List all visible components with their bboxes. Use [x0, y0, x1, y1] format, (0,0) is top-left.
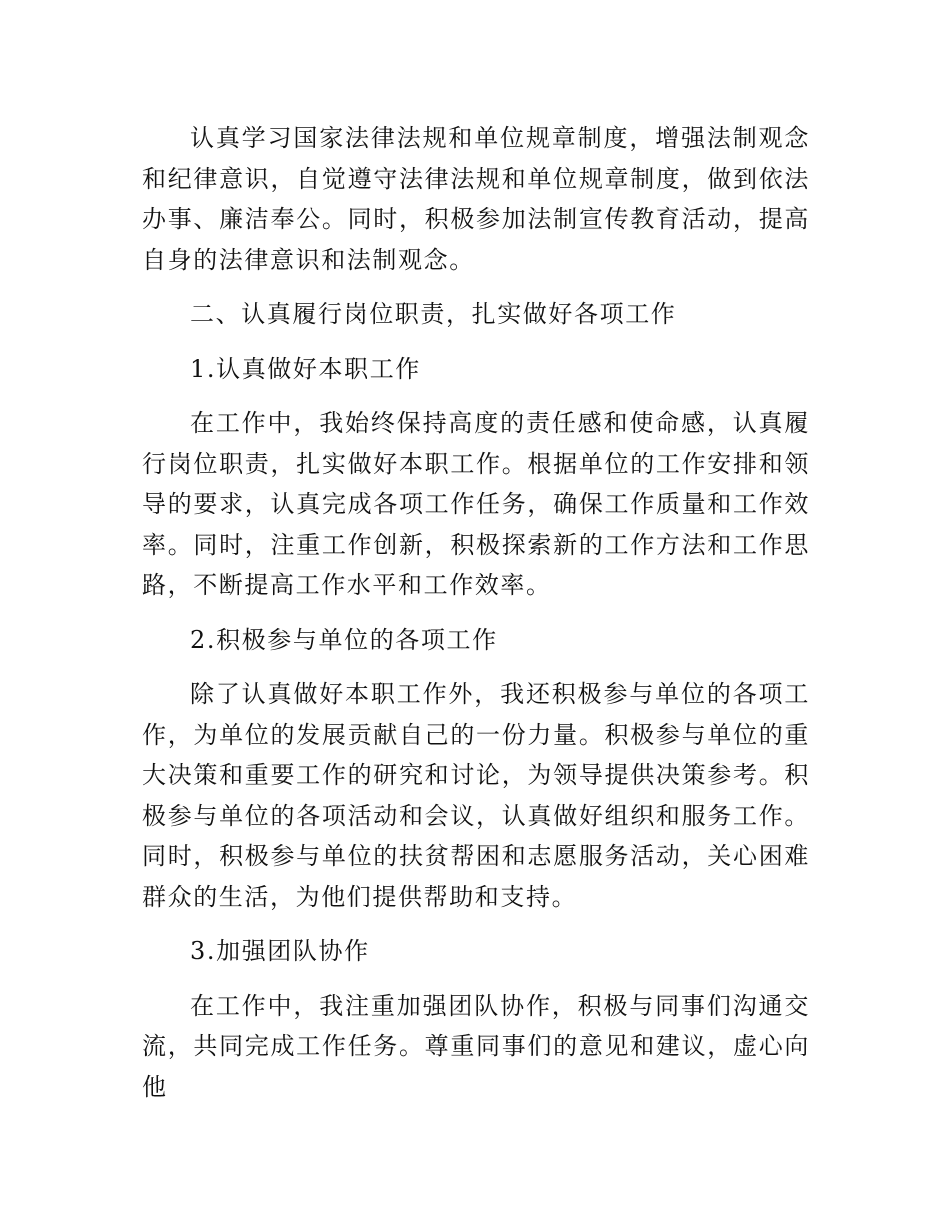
subheading-teamwork: 3.加强团队协作 — [190, 937, 370, 965]
body-paragraph-law: 认真学习国家法律法规和单位规章制度，增强法制观念和纪律意识，自觉遵守法律法规和单位规章制度，做到依法办事、廉洁奉公。同时，积极参加法制宣传教育活动，提高自身的法律意识和法制观念。 — [142, 124, 810, 274]
section-heading-duties: 二、认真履行岗位职责，扎实做好各项工作 — [190, 300, 677, 328]
subheading-participate: 2.积极参与单位的各项工作 — [190, 625, 498, 654]
body-paragraph-teamwork: 在工作中，我注重加强团队协作，积极与同事们沟通交流，共同完成工作任务。尊重同事们的意见和建议，虚心向他 — [142, 991, 810, 1101]
body-paragraph-own-work: 在工作中，我始终保持高度的责任感和使命感，认真履行岗位职责，扎实做好本职工作。根据单位的工作安排和领导的要求，认真完成各项工作任务，确保工作质量和工作效率。同时，注重工作创新，积极探索新的工作方法和工作思路，不断提高工作水平和工作效率。 — [142, 409, 810, 599]
document-body — [142, 118, 810, 1121]
subheading-own-work: 1.认真做好本职工作 — [190, 354, 421, 383]
body-paragraph-participate: 除了认真做好本职工作外，我还积极参与单位的各项工作，为单位的发展贡献自己的一份力量。积极参与单位的重大决策和重要工作的研究和讨论，为领导提供决策参考。积极参与单位的各项活动和会议，认真做好组织和服务工作。同时，积极参与单位的扶贫帮困和志愿服务活动，关心困难群众的生活，为他们提供帮助和支持。 — [142, 680, 810, 911]
